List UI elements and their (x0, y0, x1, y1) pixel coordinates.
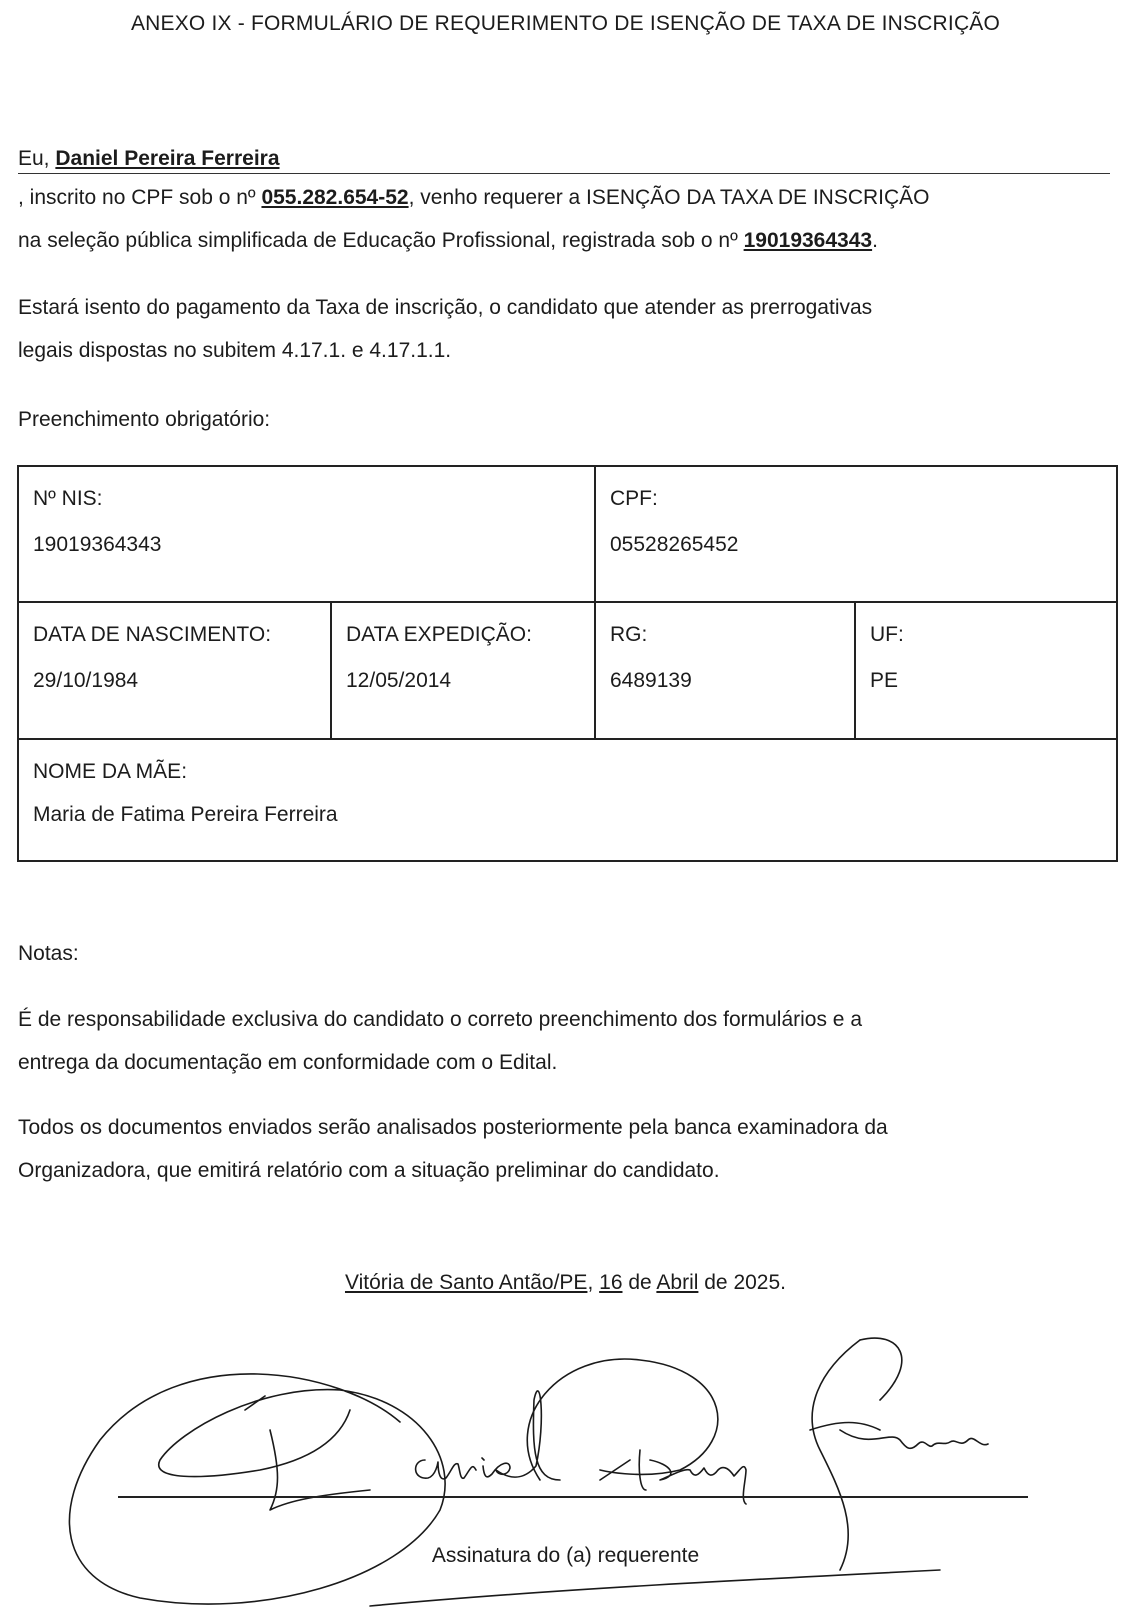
intro-text-c: na seleção pública simplificada de Educação Profissional, registrada sob o nº (18, 229, 738, 252)
cpf-value: 05528265452 (610, 533, 739, 556)
uf-label: UF: (870, 623, 904, 646)
cpf-label: CPF: (610, 487, 658, 510)
uf-value: PE (870, 669, 899, 692)
uf-cell (856, 603, 1116, 738)
signature-caption: Assinatura do (a) requerente (431, 1544, 700, 1567)
note-1-line-1: É de responsabilidade exclusiva do candidato o correto preenchimento dos formulários e a (18, 1008, 862, 1031)
applicant-cpf: 055.282.654-52 (261, 186, 409, 209)
place-de-2: de (704, 1271, 728, 1294)
nis-cell (19, 467, 594, 601)
note-1 (18, 998, 1113, 1084)
intro-prefix: Eu, (18, 147, 50, 170)
mother-name-value: Maria de Fatima Pereira Ferreira (33, 803, 338, 826)
year: 2025. (733, 1271, 787, 1294)
exemption-line-1: Estará isento do pagamento da Taxa de inscrição, o candidato que atender as prerrogativas (18, 296, 873, 319)
nis-label: Nº NIS: (33, 487, 103, 510)
note-1-line-2: entrega da documentação em conformidade com o Edital. (18, 1051, 558, 1074)
nis-value: 19019364343 (33, 533, 162, 556)
rg-cell (596, 603, 854, 738)
note-2-line-1: Todos os documentos enviados serão analisados posteriormente pela banca examinadora da (18, 1116, 888, 1139)
birth-date-cell (19, 603, 330, 738)
issue-date-value: 12/05/2014 (346, 669, 452, 692)
form-table (17, 465, 1118, 862)
place-de-1: de (628, 1271, 652, 1294)
issue-date-cell (332, 603, 594, 738)
city: Vitória de Santo Antão/PE (344, 1271, 588, 1294)
intro-text-a: , inscrito no CPF sob o nº (18, 186, 256, 209)
document-title: ANEXO IX - FORMULÁRIO DE REQUERIMENTO DE ISENÇÃO DE TAXA DE INSCRIÇÃO (130, 12, 1001, 35)
rg-label: RG: (610, 623, 648, 646)
mother-name-cell (19, 740, 1116, 860)
rg-value: 6489139 (610, 669, 692, 692)
applicant-name: Daniel Pereira Ferreira (55, 147, 280, 170)
birth-date-value: 29/10/1984 (33, 669, 139, 692)
exemption-paragraph (18, 286, 1113, 372)
intro-line-2 (18, 176, 1113, 219)
place-sep: , (587, 1271, 594, 1294)
cpf-cell (596, 467, 1116, 601)
intro-line-3 (18, 219, 1113, 262)
intro-paragraph (18, 176, 1113, 262)
month: Abril (656, 1271, 699, 1294)
registration-number: 19019364343 (743, 229, 873, 252)
birth-date-label: DATA DE NASCIMENTO: (33, 623, 272, 646)
intro-text-d: . (872, 229, 878, 252)
note-2 (18, 1106, 1113, 1192)
mandatory-label: Preenchimento obrigatório: (18, 408, 271, 431)
intro-text-b: , venho requerer a ISENÇÃO DA TAXA DE INSCRIÇÃO (408, 186, 930, 209)
mother-name-label: NOME DA MÃE: (33, 760, 188, 783)
notes-heading: Notas: (18, 942, 79, 965)
signature-line (118, 1496, 1028, 1498)
issue-date-label: DATA EXPEDIÇÃO: (346, 623, 532, 646)
applicant-name-line (18, 147, 1110, 174)
exemption-line-2: legais dispostas no subitem 4.17.1. e 4.17.1.1. (18, 339, 452, 362)
note-2-line-2: Organizadora, que emitirá relatório com a situação preliminar do candidato. (18, 1159, 720, 1182)
day: 16 (599, 1271, 623, 1294)
handwritten-signature (40, 1330, 1060, 1614)
place-date (0, 1271, 1131, 1295)
